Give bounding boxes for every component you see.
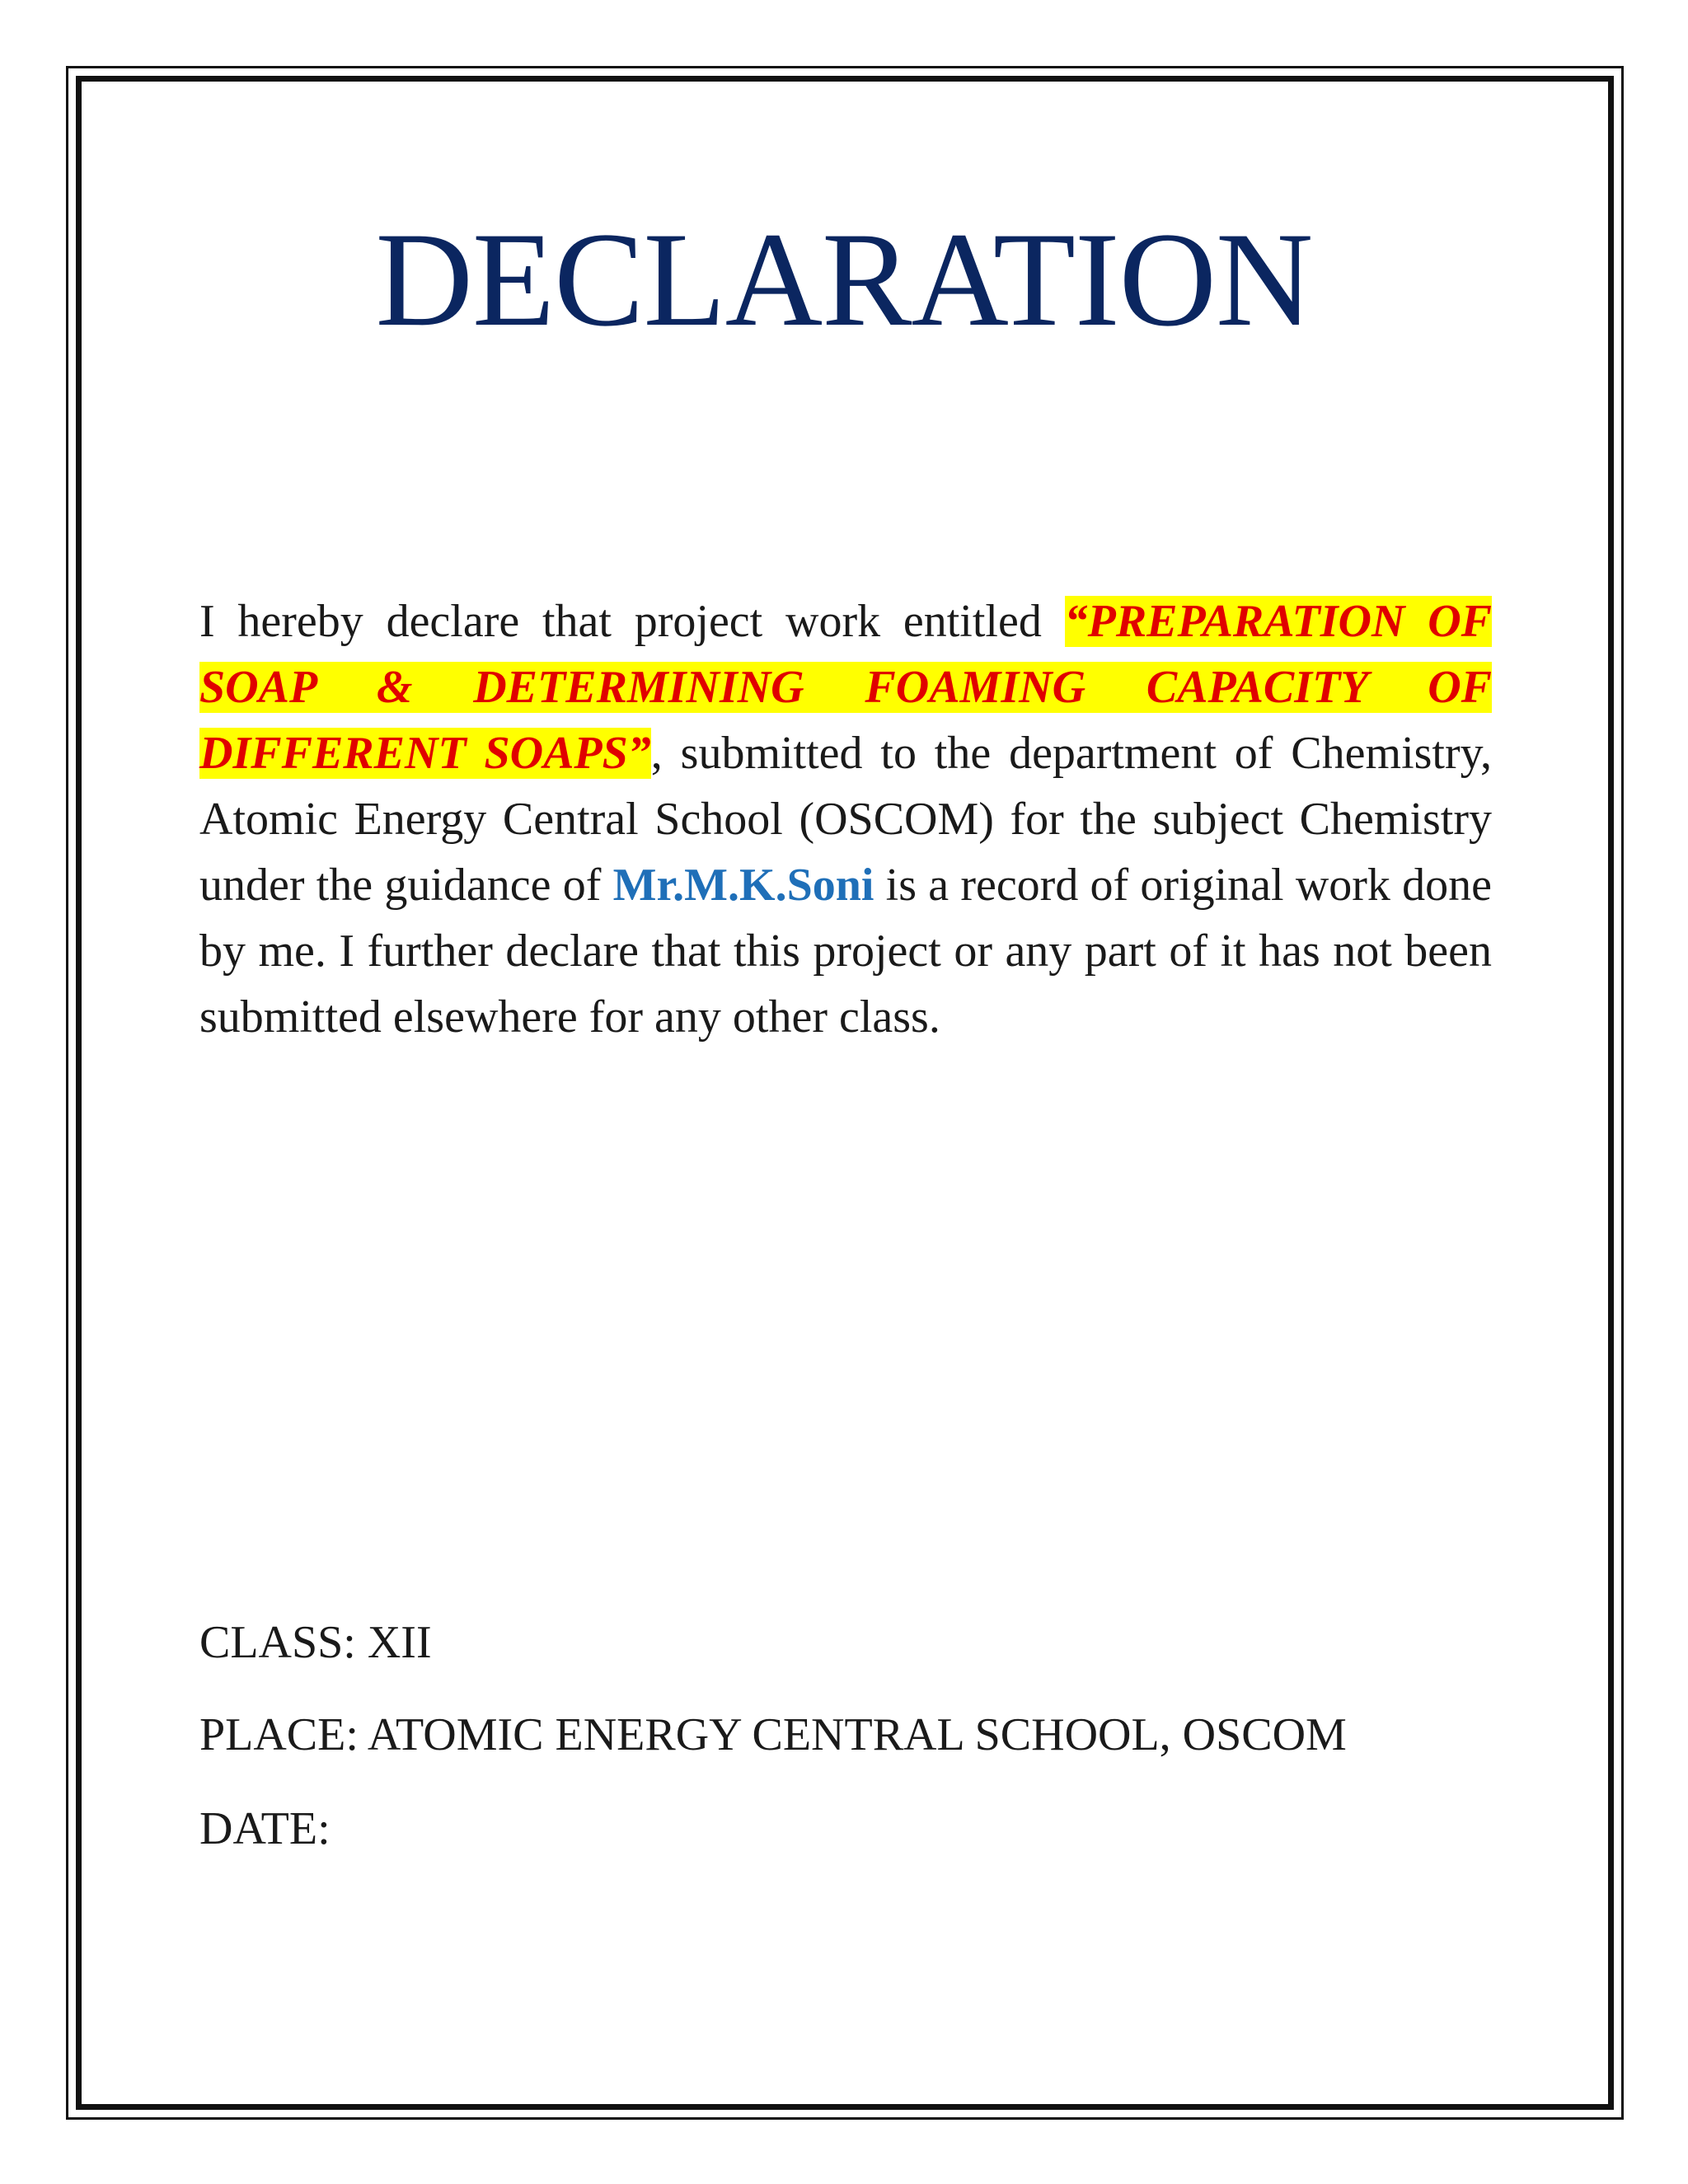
class-line: CLASS: XII (199, 1617, 432, 1668)
project-title-highlight: “PREPARATION OF SOAP & DETERMINING FOAMING CAPACITY OF DIFFERENT SOAPS” (199, 596, 1492, 779)
place-line: PLACE: ATOMIC ENERGY CENTRAL SCHOOL, OSCOM (199, 1709, 1347, 1760)
declaration-middle: , submitted to the department of Chemistry, Atomic Energy Central School (OSCOM) for the subject Chemistry under the guidance of (199, 728, 1492, 911)
declaration-ending: is a record of original work done by me. I further declare that this project or any part of it has not been submitted elsewhere for any other class. (199, 860, 1492, 1043)
page-title: DECLARATION (375, 205, 1313, 354)
date-line: DATE: (199, 1803, 331, 1854)
declaration-intro: I hereby declare that project work entitled (199, 596, 1065, 647)
guide-name: Mr.M.K.Soni (612, 860, 874, 911)
declaration-paragraph (199, 588, 1492, 1050)
